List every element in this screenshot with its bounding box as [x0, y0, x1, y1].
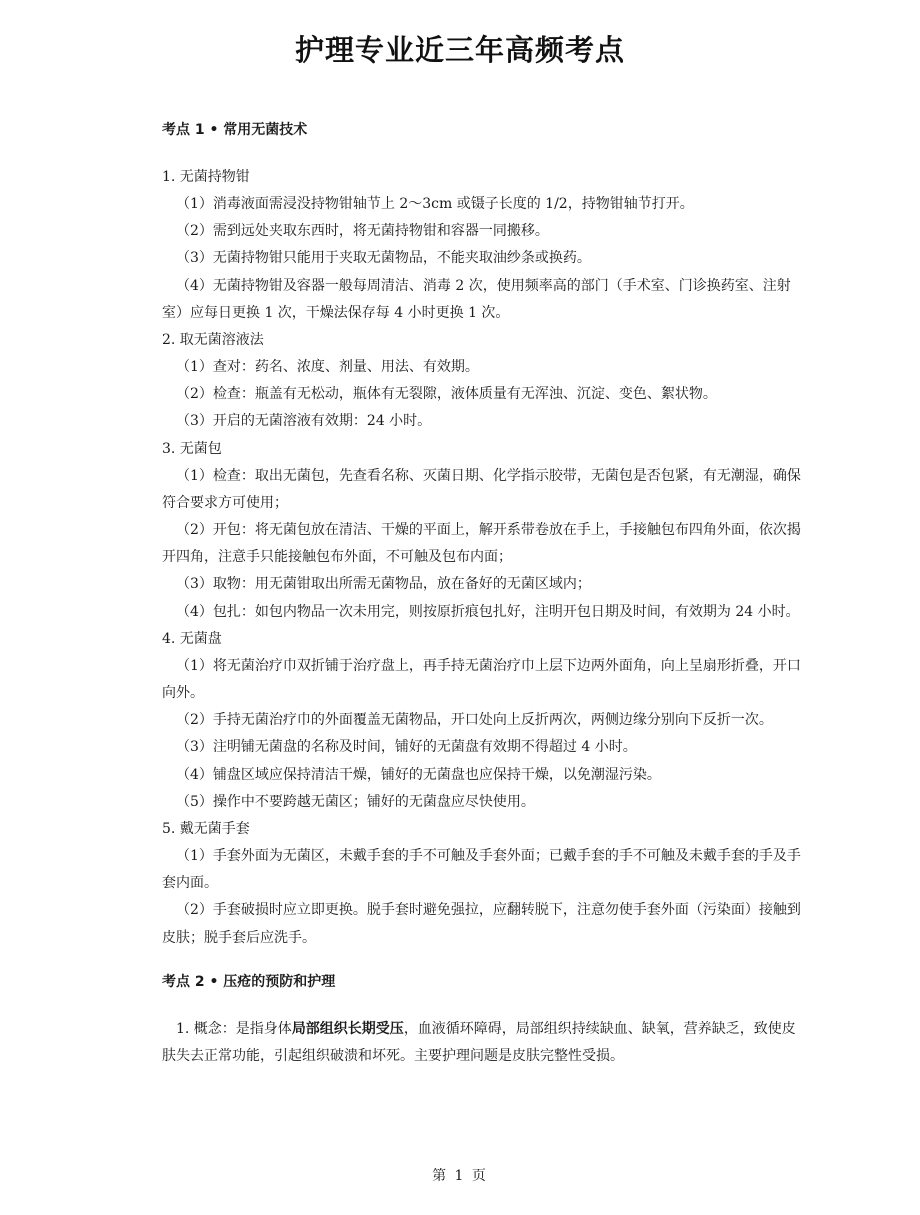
page-title: 护理专业近三年高频考点	[294, 33, 625, 67]
list-item: （2）开包：将无菌包放在清洁、干燥的平面上，解开系带卷放在手上，手接触包布四角外面，依次揭开四角，注意手只能接触包布外面，不可触及包布内面；	[162, 522, 801, 566]
topic-title: 5. 戴无菌手套	[162, 821, 250, 838]
topic-group	[162, 436, 808, 626]
topic-title: 1. 无菌持物钳	[162, 169, 250, 185]
document-body	[162, 116, 808, 1070]
concept-bold: 局部组织长期受压	[291, 1020, 404, 1037]
section-heading-1: 考点 1 • 常用无菌技术	[162, 122, 308, 138]
list-item: （4）铺盘区域应保持清洁干燥，铺好的无菌盘也应保持干燥，以免潮湿污染。	[176, 766, 661, 783]
list-item: （2）需到远处夹取东西时，将无菌持物钳和容器一同搬移。	[176, 223, 549, 240]
topic-title: 2. 取无菌溶液法	[162, 332, 264, 349]
list-item: （1）手套外面为无菌区，未戴手套的手不可触及手套外面；已戴手套的手不可触及未戴手套的手及手套内面。	[162, 848, 801, 892]
topic-group	[162, 327, 808, 436]
concept-paragraph	[162, 1016, 808, 1070]
list-item: （5）操作中不要跨越无菌区；铺好的无菌盘应尽快使用。	[176, 793, 535, 810]
topic-title: 4. 无菌盘	[162, 630, 222, 647]
list-item: （1）消毒液面需浸没持物钳轴节上 2～3cm 或镊子长度的 1/2，持物钳轴节打开。	[176, 196, 694, 212]
list-item: （2）检查：瓶盖有无松动，瓶体有无裂隙，液体质量有无浑浊、沉淀、变色、絮状物。	[176, 386, 717, 403]
list-item: （4）无菌持物钳及容器一般每周清洁、消毒 2 次，使用频率高的部门（手术室、门诊换药室、注射室）应每日更换 1 次，干燥法保存每 4 小时更换 1 次。	[162, 277, 791, 321]
list-item: （4）包扎：如包内物品一次未用完，则按原折痕包扎好，注明开包日期及时间，有效期为 24 小时。	[176, 603, 800, 620]
list-item: （3）开启的无菌溶液有效期：24 小时。	[176, 413, 432, 430]
list-item: （1）将无菌治疗巾双折铺于治疗盘上，再手持无菌治疗巾上层下边两外面角，向上呈扇形折叠，开口向外。	[162, 657, 801, 702]
list-item: （2）手持无菌治疗巾的外面覆盖无菌物品，开口处向上反折两次，两侧边缘分别向下反折一次。	[176, 712, 773, 729]
concept-prefix: 1. 概念：是指身体	[176, 1020, 292, 1037]
list-item: （3）无菌持物钳只能用于夹取无菌物品，不能夹取油纱条或换药。	[176, 250, 591, 267]
list-item: （3）取物：用无菌钳取出所需无菌物品，放在备好的无菌区域内；	[176, 576, 591, 593]
topic-group	[162, 816, 808, 952]
concept-suffix: ，血液循环障碍，局部组织持续缺血、缺氧，营养缺乏，致使皮肤失去正常功能，引起组织破溃和坏死。主要护理问题是皮肤完整性受损。	[162, 1020, 796, 1065]
topic-title: 3. 无菌包	[162, 440, 222, 457]
topic-group	[162, 164, 808, 327]
list-item: （2）手套破损时应立即更换。脱手套时避免强拉，应翻转脱下，注意勿使手套外面（污染面）接触到皮肤；脱手套后应洗手。	[162, 902, 801, 946]
section-heading-2: 考点 2 • 压疮的预防和护理	[162, 973, 336, 990]
topic-group	[162, 626, 808, 816]
list-item: （3）注明铺无菌盘的名称及时间，铺好的无菌盘有效期不得超过 4 小时。	[176, 739, 637, 756]
page-number: 第 1 页	[432, 1168, 488, 1184]
list-item: （1）查对：药名、浓度、剂量、用法、有效期。	[176, 359, 479, 376]
list-item: （1）检查：取出无菌包，先查看名称、灭菌日期、化学指示胶带，无菌包是否包紧，有无潮湿，确保符合要求方可使用；	[162, 467, 801, 511]
